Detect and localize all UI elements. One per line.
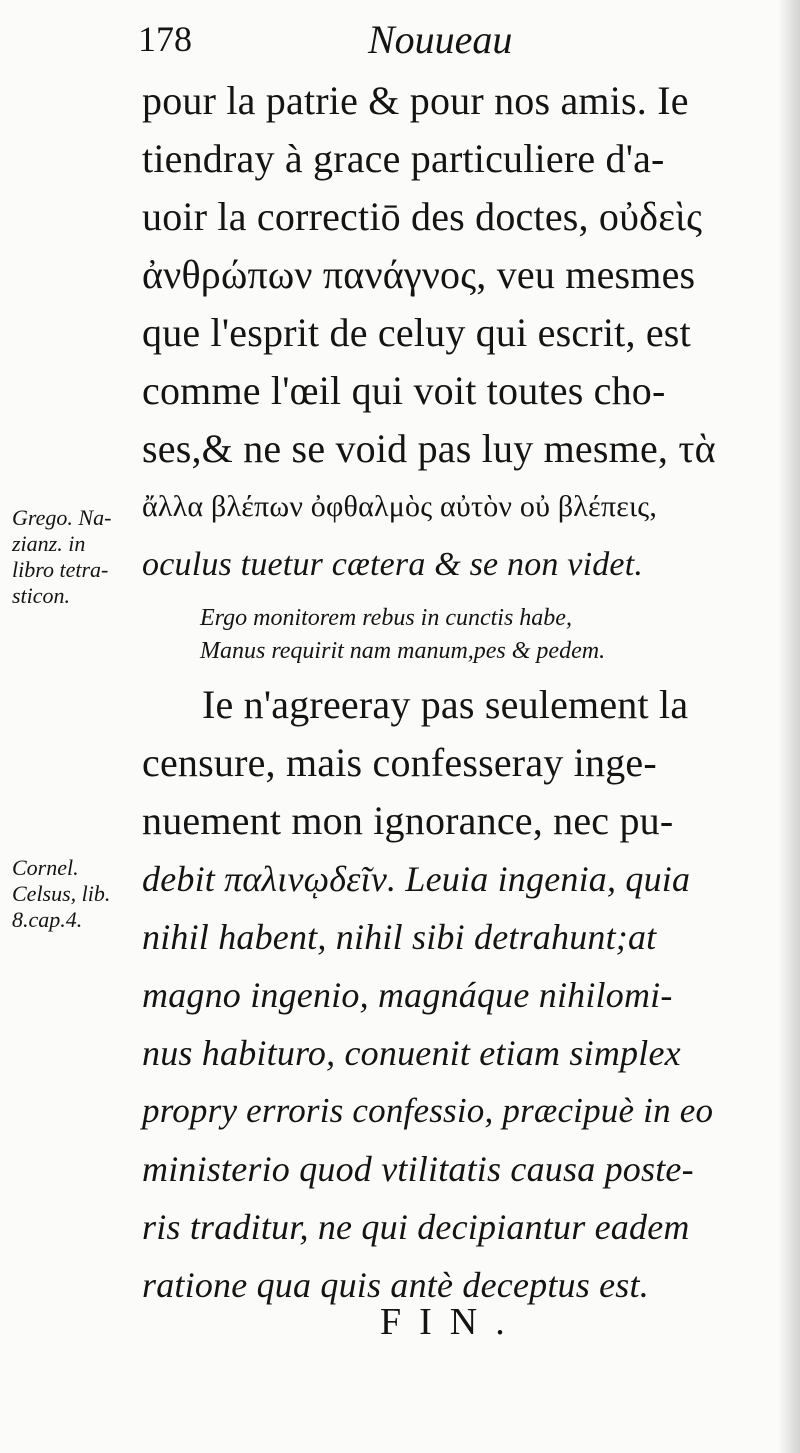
- page-edge-shadow: [778, 0, 800, 1453]
- text-line: ἀνθρώπων πανάγνος, veu mesmes: [142, 252, 696, 297]
- margin-note-line: zianz. in: [12, 531, 86, 556]
- text-line: ses,& ne se void pas luy mesme, τὰ: [142, 426, 716, 471]
- page-number: 178: [138, 19, 192, 59]
- text-line: tiendray à grace particuliere d'a-: [142, 136, 665, 181]
- text-line: nuement mon ignorance, nec pu-: [142, 798, 674, 843]
- italic-line: propry erroris confessio, præcipuè in eo: [142, 1091, 714, 1130]
- marginal-note-celsus: [12, 855, 110, 933]
- text-line: censure, mais confesseray inge-: [142, 740, 657, 785]
- text-line: comme l'œil qui voit toutes cho-: [142, 368, 666, 413]
- text-line: pour la patrie & pour nos amis. Ie: [142, 78, 689, 123]
- page-header: [138, 18, 748, 78]
- margin-note-line: libro tetra-: [12, 557, 109, 582]
- italic-line: ris traditur, ne qui decipiantur eadem: [142, 1207, 690, 1247]
- verse-line: Ergo monitorem rebus in cunctis habe,: [200, 605, 572, 631]
- greek-line: ἄλλα βλέπων ὀφθαλμὸς αὐτὸν οὐ βλέπεις,: [142, 490, 658, 523]
- main-text: [142, 72, 762, 1314]
- running-title: Nouueau: [368, 17, 513, 62]
- italic-line: nihil habent, nihil sibi detrahunt;at: [142, 917, 657, 957]
- margin-note-line: sticon.: [12, 583, 71, 608]
- marginal-note-gregory: [12, 505, 111, 609]
- margin-note-line: Celsus, lib.: [12, 881, 111, 906]
- paragraph-start-line: Ie n'agreeray pas seulement la: [202, 682, 689, 727]
- italic-line: ministerio quod vtilitatis causa poste-: [142, 1149, 694, 1189]
- text-line: uoir la correctiō des doctes, οὐδεὶς: [142, 194, 703, 239]
- margin-note-line: Cornel.: [12, 855, 79, 880]
- italic-line: nus habituro, conuenit etiam simplex: [142, 1033, 681, 1073]
- latin-quote-line: oculus tuetur cætera & se non videt.: [142, 546, 644, 583]
- verse-quotation: [142, 602, 762, 668]
- text-line: que l'esprit de celuy qui escrit, est: [142, 310, 691, 355]
- verse-line: Manus requirit nam manum,pes & pedem.: [200, 638, 606, 664]
- italic-line: ratione qua quis antè deceptus est.: [142, 1265, 649, 1305]
- italic-line: magno ingenio, magnáque nihilomi-: [142, 975, 673, 1015]
- finis-mark: FIN.: [380, 1301, 523, 1343]
- italic-line: debit παλινῳδεῖν. Leuia ingenia, quia: [142, 859, 691, 899]
- margin-note-line: 8.cap.4.: [12, 907, 83, 932]
- margin-note-line: Grego. Na-: [12, 505, 112, 530]
